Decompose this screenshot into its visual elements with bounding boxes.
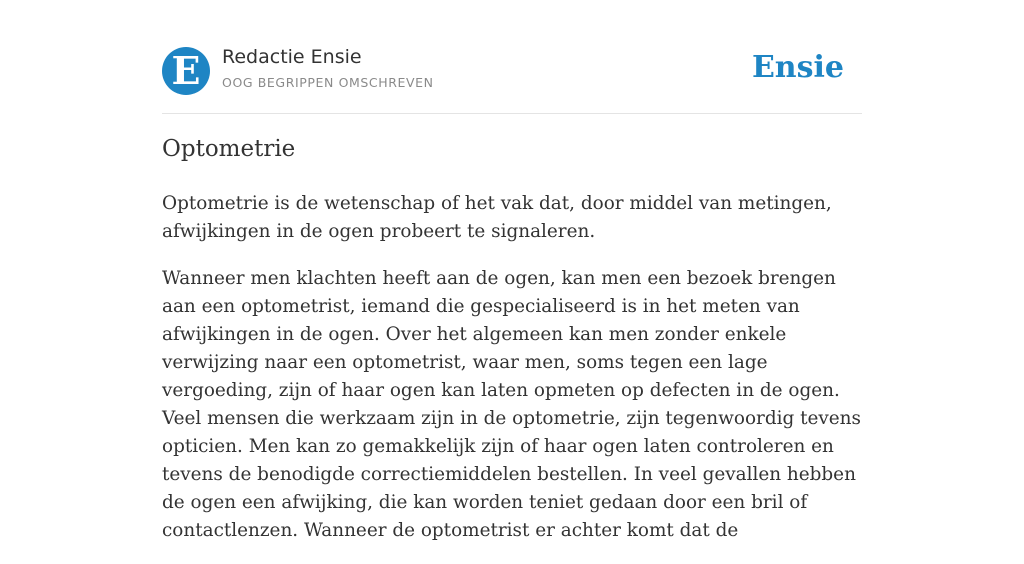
article-paragraph-1: Optometrie is de wetenschap of het vak dat, door middel van metingen, afwijkingen in de ogen probeert te signaleren. [162,193,832,242]
article-header [162,0,862,114]
author-name[interactable]: Redactie Ensie [222,46,362,68]
article-paragraph-2: Wanneer men klachten heeft aan de ogen, kan men een bezoek brengen aan een optometrist, iemand die gespecialiseerd is in het meten van afwijkingen in de ogen. Over het algemeen kan men zonder enkele verwijzing naar een optometrist, waar men, soms tegen een lage vergoeding, zijn of haar ogen kan laten opmeten op defecten in de ogen. Veel mensen die werkzaam zijn in de optometrie, zijn tegenwoordig tevens opticien. Men kan zo gemakkelijk zijn of haar ogen laten controleren en tevens de benodigde correctiemiddelen bestellen. In veel gevallen hebben de ogen een afwijking, die kan worden teniet gedaan door een bril of contactlenzen. Wanneer de optometrist er achter komt dat de [162,268,861,541]
article-title: Optometrie [162,136,296,162]
author-avatar[interactable]: E [162,47,210,95]
article-body [162,190,862,564]
author-subtitle[interactable]: OOG BEGRIPPEN OMSCHREVEN [222,75,434,90]
article-container [162,0,862,541]
brand-logo[interactable]: Ensie [751,50,844,85]
